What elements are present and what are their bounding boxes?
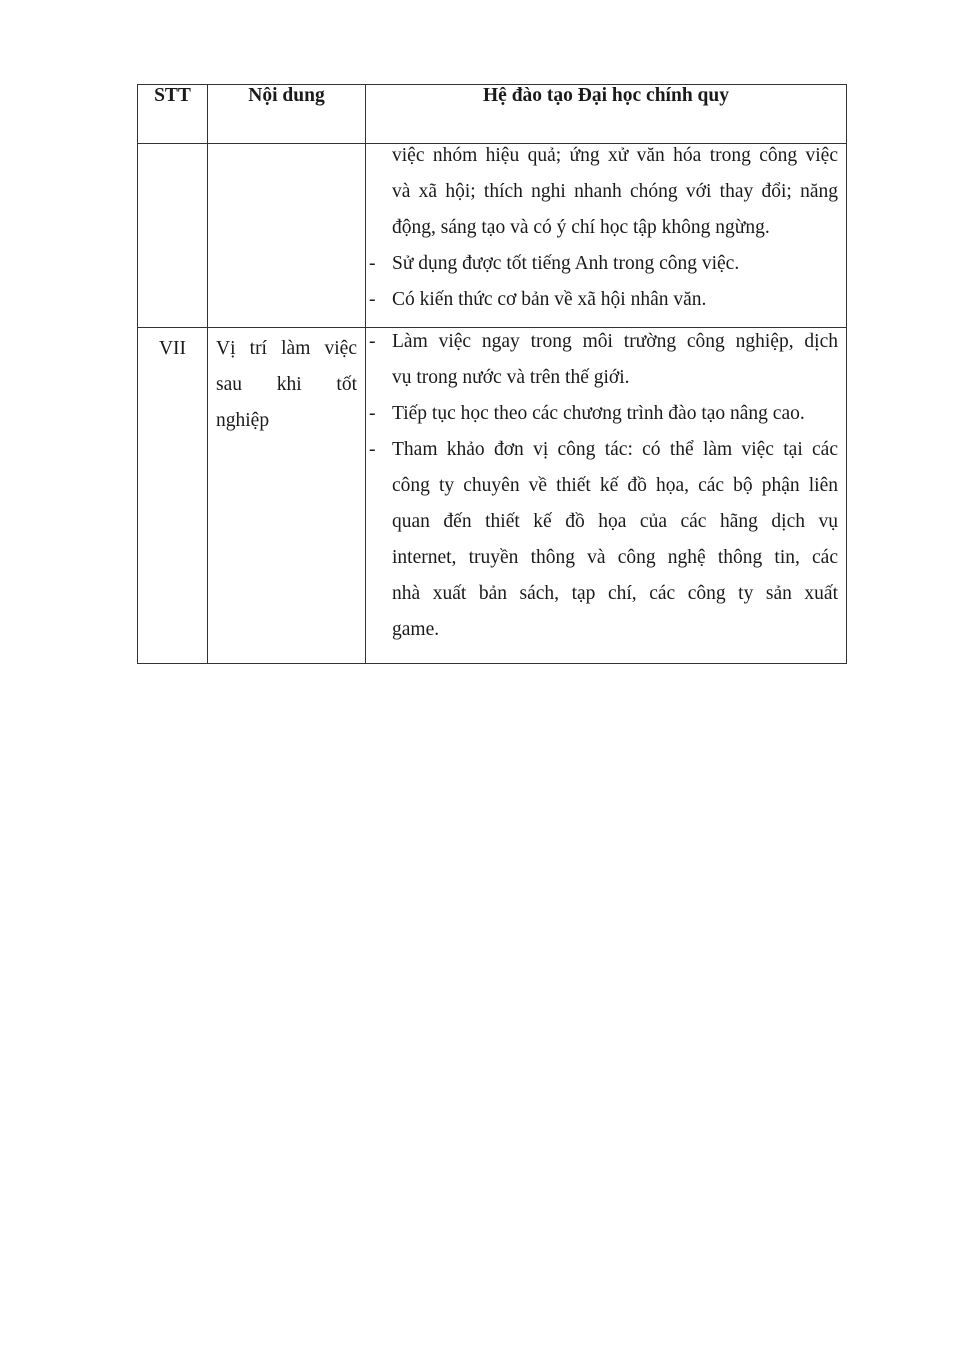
list-item [366,282,838,318]
header-stt: STT [138,85,208,144]
bullet-line: công ty chuyên về thiết kế đồ họa, các bộ phận liên [392,475,838,496]
program-cell [366,144,847,328]
bullet-line: Tham khảo đơn vị công tác: có thể làm việc tại các [392,439,838,460]
curriculum-table [137,84,847,664]
bullet-line: nhà xuất bản sách, tạp chí, các công ty sản xuất [392,583,838,604]
table-header-row [138,85,847,144]
content-cell-empty [208,144,366,328]
continued-line: và xã hội; thích nghi nhanh chóng với thay đổi; năng [392,181,838,202]
bullet-text: Sử dụng được tốt tiếng Anh trong công việc. [392,253,740,274]
table-row [138,144,847,328]
program-cell [366,328,847,664]
bullet-list [366,246,838,318]
bullet-list [366,324,838,648]
list-item [366,246,838,282]
continued-line: động, sáng tạo và có ý chí học tập không ngừng. [392,217,770,238]
bullet-marker: - [369,331,376,352]
bullet-line: Tiếp tục học theo các chương trình đào tạo nâng cao. [392,403,805,424]
table-row [138,328,847,664]
bullet-line: quan đến thiết kế đồ họa của các hãng dịch vụ [392,511,838,532]
bullet-marker: - [369,403,376,424]
stt-cell: VII [138,328,208,664]
stt-cell-empty [138,144,208,328]
content-line: Vị trí làm việc [216,338,357,359]
list-item [366,432,838,648]
bullet-line: internet, truyền thông và công nghệ thông tin, các [392,547,838,568]
list-item [366,324,838,396]
bullet-line: vụ trong nước và trên thế giới. [392,367,630,388]
header-content: Nội dung [208,85,366,144]
bullet-marker: - [369,439,376,460]
bullet-line: game. [392,619,440,640]
bullet-line: Làm việc ngay trong môi trường công nghiệp, dịch [392,331,838,352]
bullet-text: Có kiến thức cơ bản về xã hội nhân văn. [392,289,707,310]
content-line: sau khi tốt [216,374,357,395]
continued-line: việc nhóm hiệu quả; ứng xử văn hóa trong công việc [392,145,838,166]
bullet-marker: - [369,253,376,274]
header-program: Hệ đào tạo Đại học chính quy [366,85,847,144]
content-cell [208,328,366,664]
content-line: nghiệp [216,410,270,431]
list-item [366,396,838,432]
bullet-marker: - [369,289,376,310]
